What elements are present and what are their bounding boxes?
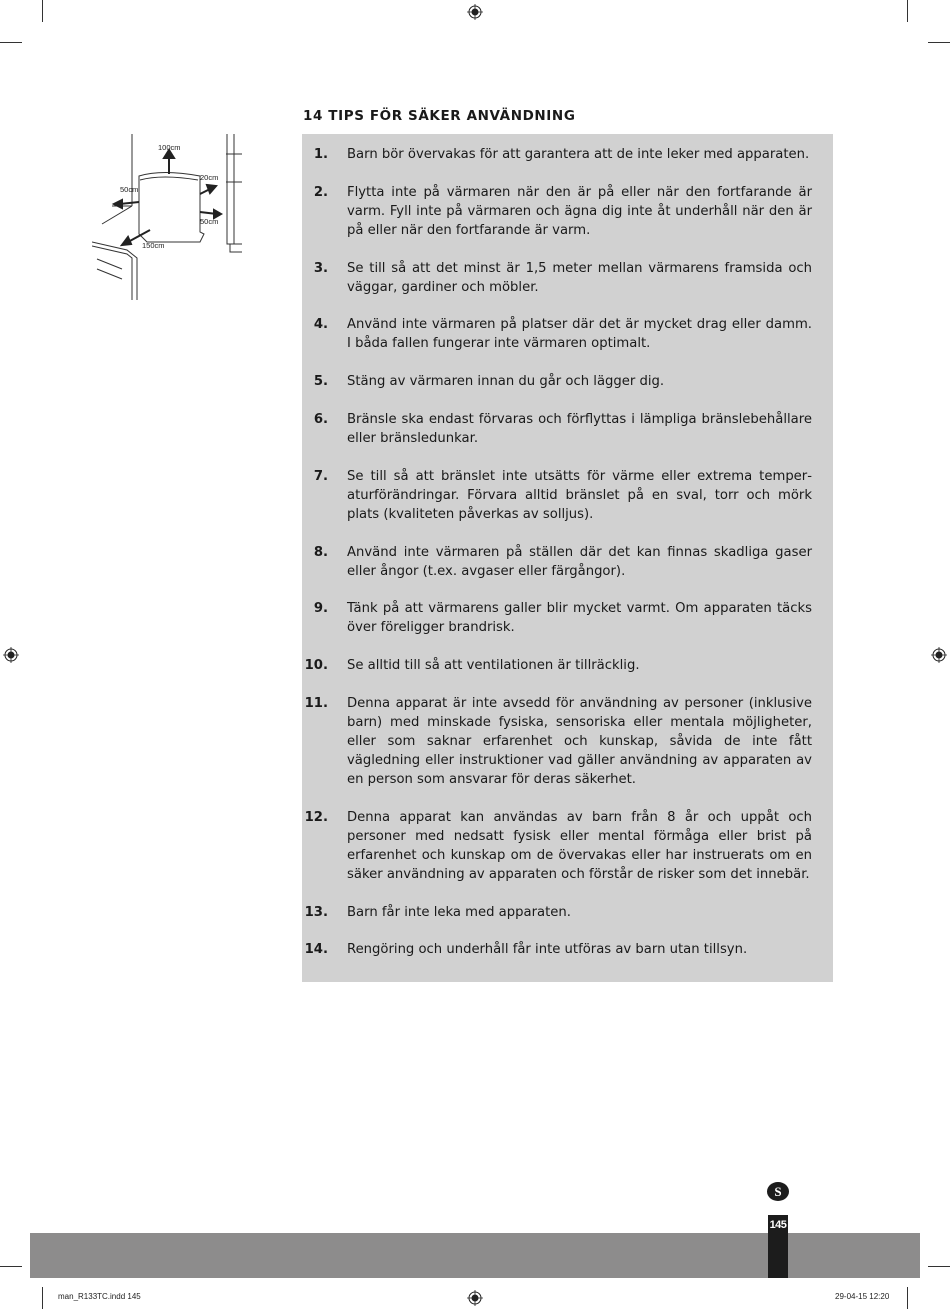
- tip-text: Denna apparat kan användas av barn från 8 år och uppåt och personer med nedsatt fysisk eller mental förmåga eller brist på erfarenhet och kunskap om de övervakas eller har instruerats om en säker användning av apparaten och förstår de risker som det innebär.: [347, 809, 812, 882]
- tip-number: 11.: [304, 695, 328, 711]
- tip-number: 8.: [313, 544, 328, 560]
- registration-mark-icon: [3, 647, 19, 663]
- tip-number: 12.: [304, 809, 328, 825]
- tip-number: 6.: [313, 411, 328, 427]
- tip-text: Se alltid till så att ventilationen är tillräcklig.: [347, 658, 640, 674]
- tip-number: 3.: [313, 260, 328, 276]
- tip-text: Se till så att det minst är 1,5 meter mellan värmarens framsida och väggar, gardiner och möbler.: [347, 260, 812, 295]
- tip-text: Barn får inte leka med apparaten.: [347, 904, 571, 920]
- tip-number: 5.: [313, 374, 328, 390]
- tips-list: [302, 145, 812, 978]
- illustration-label: 50cm: [120, 185, 139, 194]
- slug-file: man_R133TC.indd 145: [58, 1292, 141, 1301]
- tip-text: Rengöring och underhåll får inte utföras av barn utan tillsyn.: [347, 942, 748, 958]
- tip-number: 13.: [304, 904, 328, 920]
- tip-item: [302, 599, 812, 637]
- crop-mark: [907, 0, 908, 22]
- registration-mark-icon: [467, 1290, 483, 1306]
- crop-mark: [928, 1266, 950, 1267]
- tip-text: Använd inte värmaren på platser där det är mycket drag eller damm. I båda fallen fungerar inte värmaren optimalt.: [347, 317, 812, 352]
- tip-text: Denna apparat är inte avsedd för användning av personer (inklusive barn) med minskade fysiska, sensoriska eller mentala möjligheter, eller som saknar erfarenhet och kunskap, såvida de inte fått vägledning eller instruktioner vad gäller användning av apparaten av en person som ansvarar för deras säkerhet.: [347, 695, 812, 787]
- tip-number: 7.: [313, 468, 328, 484]
- crop-mark: [42, 0, 43, 22]
- tip-number: 4.: [313, 317, 328, 333]
- page-number: 145: [768, 1215, 788, 1278]
- tip-text: Tänk på att värmarens galler blir mycket varmt. Om apparaten täcks över föreligger brandrisk.: [347, 601, 812, 636]
- tip-text: Använd inte värmaren på ställen där det kan finnas skadliga gaser eller ångor (t.ex. avgaser eller färgångor).: [347, 544, 812, 579]
- illustration-label: 100cm: [158, 143, 181, 152]
- heater-clearance-illustration: [92, 134, 242, 300]
- illustration-label: 50cm: [200, 217, 219, 226]
- crop-mark: [907, 1287, 908, 1309]
- tip-item: [302, 808, 812, 884]
- crop-mark: [42, 1287, 43, 1309]
- crop-mark: [928, 42, 950, 43]
- registration-mark-icon: [467, 4, 483, 20]
- tip-item: [302, 183, 812, 240]
- crop-mark: [0, 1266, 22, 1267]
- tip-item: [302, 694, 812, 789]
- tip-number: 10.: [304, 658, 328, 674]
- section-title: 14 TIPS FÖR SÄKER ANVÄNDNING: [303, 108, 576, 124]
- tip-item: [302, 315, 812, 353]
- registration-mark-icon: [931, 647, 947, 663]
- illustration-label: 20cm: [200, 173, 219, 182]
- tip-item: [302, 410, 812, 448]
- tip-text: Barn bör övervakas för att garantera att de inte leker med apparaten.: [347, 147, 810, 162]
- tip-item: [302, 543, 812, 581]
- tip-text: Flytta inte på värmaren när den är på eller när den fortfarande är varm. Fyll inte på värmaren och ägna dig inte åt underhåll när den är på eller när den fortfarande är varm.: [347, 184, 812, 238]
- tip-number: 1.: [313, 147, 328, 162]
- tip-item: [302, 145, 812, 164]
- tip-text: Bränsle ska endast förvaras och förflyttas i lämpliga bränslebehållare eller bränsledunkar.: [347, 411, 812, 446]
- tip-item: [302, 940, 812, 959]
- tip-number: 9.: [313, 601, 328, 617]
- language-badge: S: [767, 1182, 789, 1201]
- tip-number: 2.: [313, 184, 328, 200]
- illustration-label: 150cm: [142, 241, 165, 250]
- tip-text: Se till så att bränslet inte utsätts för värme eller extrema temperaturförändringar. Förvara alltid bränslet på en sval, torr och mörk plats (kvaliteten påverkas av solljus).: [347, 468, 812, 522]
- tip-item: [302, 656, 812, 675]
- tip-item: [302, 467, 812, 524]
- tip-item: [302, 259, 812, 297]
- tip-item: [302, 372, 812, 391]
- tip-item: [302, 903, 812, 922]
- crop-mark: [0, 42, 22, 43]
- tip-number: 14.: [304, 942, 328, 958]
- slug-date: 29-04-15 12:20: [835, 1292, 890, 1301]
- tip-text: Stäng av värmaren innan du går och lägger dig.: [347, 374, 665, 390]
